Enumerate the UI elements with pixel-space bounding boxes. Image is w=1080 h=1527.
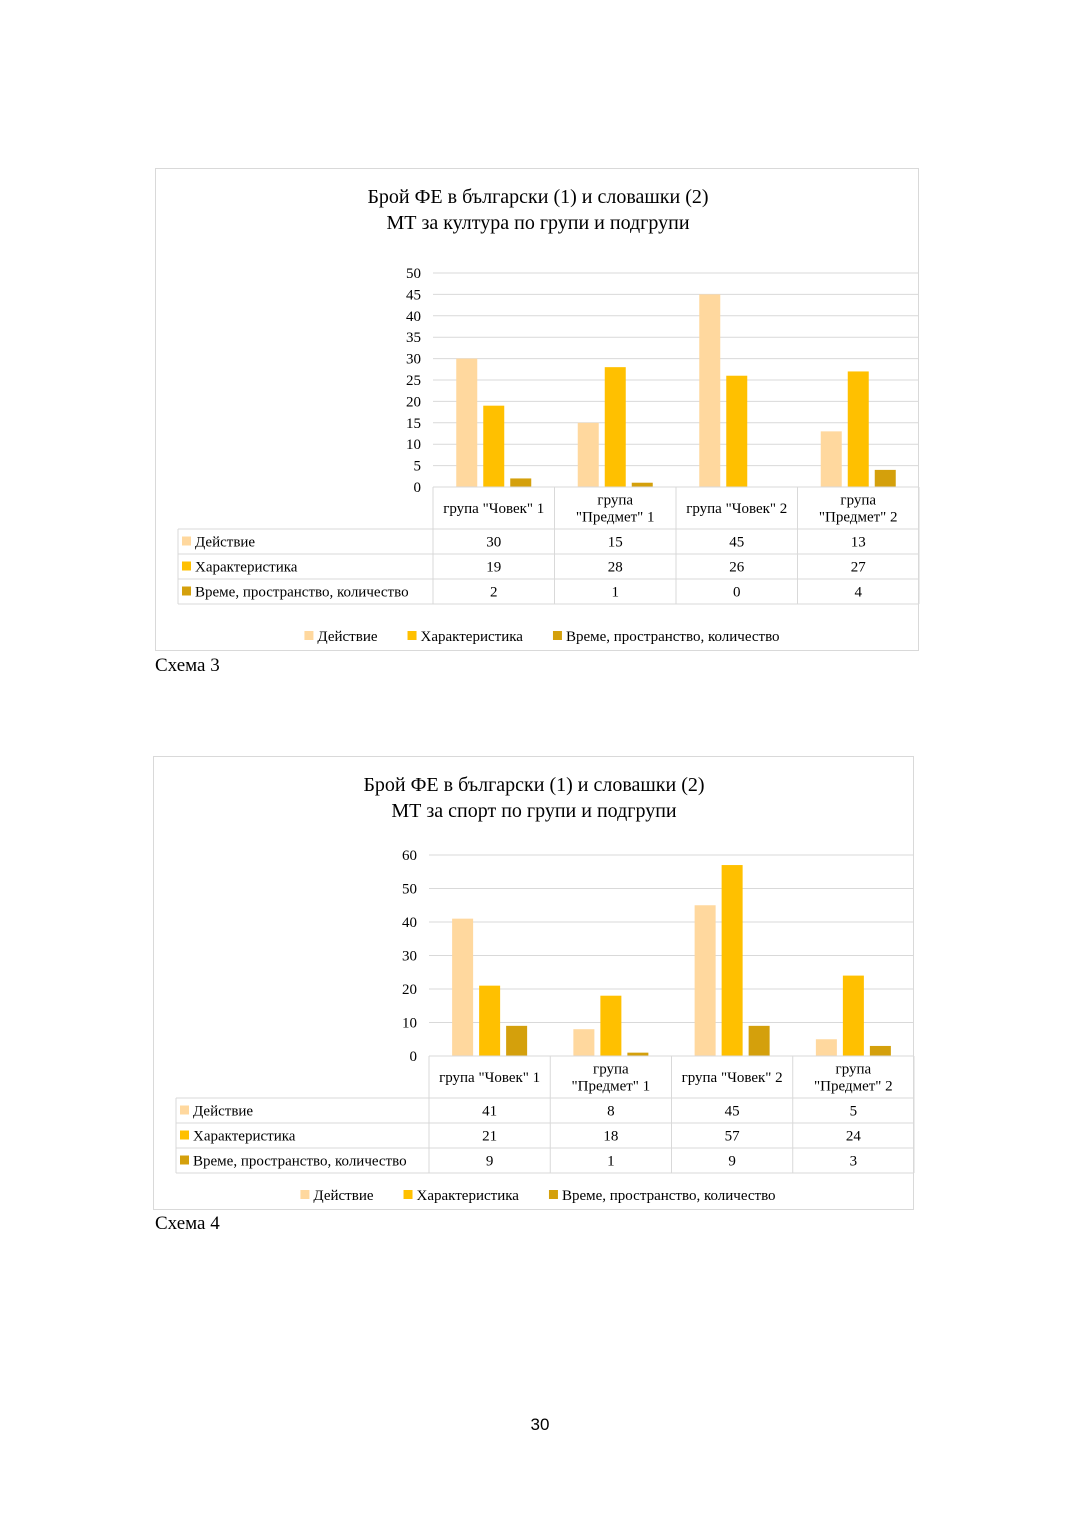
x-category-label: група "Човек" 2: [686, 501, 788, 517]
chart-title-line: Брой ФЕ в български (1) и словашки (2): [367, 186, 709, 208]
x-category-label: "Предмет" 2: [818, 509, 898, 526]
y-tick-label: 20: [406, 394, 421, 411]
y-tick-label: 0: [413, 480, 421, 496]
table-value: 8: [607, 1103, 615, 1120]
table-value: 9: [728, 1153, 736, 1170]
chart-title-line: Брой ФЕ в български (1) и словашки (2): [363, 774, 705, 796]
legend-key: [304, 631, 313, 640]
table-value: 24: [845, 1128, 861, 1145]
table-legend-key: [182, 537, 191, 546]
bar: [573, 1029, 594, 1056]
legend-label: Характеристика: [416, 1188, 519, 1204]
table-legend-key: [180, 1156, 189, 1165]
table-legend-key: [180, 1106, 189, 1115]
legend-label: Характеристика: [420, 629, 523, 645]
table-value: 30: [486, 534, 502, 551]
chart-title-line: МТ за спорт по групи и подгрупи: [391, 800, 677, 822]
bar: [722, 865, 743, 1056]
y-tick-label: 25: [406, 373, 421, 389]
bar: [848, 371, 869, 487]
y-tick-label: 40: [402, 915, 417, 931]
table-value: 1: [611, 584, 619, 601]
table-value: 1: [607, 1153, 615, 1170]
y-tick-label: 10: [402, 1015, 417, 1032]
x-category-label: група: [835, 1061, 872, 1078]
x-category-label: група "Човек" 2: [681, 1070, 783, 1086]
x-category-label: "Предмет" 1: [571, 1078, 651, 1095]
table-value: 18: [603, 1128, 619, 1145]
y-tick-label: 35: [406, 330, 421, 347]
y-tick-label: 30: [402, 948, 417, 965]
bar: [510, 478, 531, 487]
bar: [456, 359, 477, 487]
x-category-label: група: [840, 492, 877, 509]
bar: [749, 1026, 770, 1056]
bar: [699, 294, 720, 487]
table-value: 0: [733, 584, 741, 601]
table-value: 2: [490, 584, 498, 601]
x-category-label: група "Човек" 1: [439, 1070, 541, 1086]
table-series-name: Действие: [195, 534, 256, 551]
legend-label: Време, пространство, количество: [561, 1188, 776, 1204]
table-legend-key: [182, 587, 191, 596]
chart-sport: [153, 756, 914, 1210]
chart-title-line: МТ за култура по групи и подгрупи: [386, 212, 690, 234]
x-category-label: "Предмет" 1: [575, 509, 655, 526]
table-value: 5: [849, 1103, 858, 1120]
x-category-label: "Предмет" 2: [814, 1078, 893, 1095]
y-tick-label: 50: [406, 266, 421, 282]
caption-scheme-3: Схема 3: [155, 655, 220, 676]
y-tick-label: 15: [406, 415, 421, 432]
legend-key: [408, 631, 417, 640]
table-value: 4: [854, 584, 862, 601]
chart-culture: [155, 168, 919, 651]
chart-svg: [156, 169, 920, 652]
bar: [821, 431, 842, 487]
table-value: 19: [486, 559, 502, 576]
table-series-name: Време, пространство, количество: [195, 584, 409, 601]
table-value: 26: [729, 559, 745, 576]
table-value: 9: [485, 1153, 494, 1170]
chart-svg: [154, 757, 915, 1211]
table-value: 3: [849, 1153, 858, 1170]
table-value: 21: [482, 1128, 498, 1145]
bar: [452, 919, 473, 1056]
y-tick-label: 20: [402, 982, 417, 998]
bar: [479, 986, 500, 1056]
y-tick-label: 30: [406, 351, 421, 368]
bar: [726, 376, 747, 487]
x-category-label: група "Човек" 1: [443, 501, 545, 517]
legend-label: Действие: [317, 629, 378, 645]
x-category-label: група: [593, 1061, 629, 1078]
bar: [605, 367, 626, 487]
y-tick-label: 10: [406, 437, 421, 454]
legend-label: Действие: [313, 1188, 374, 1204]
legend-label: Време, пространство, количество: [565, 629, 780, 645]
bar: [506, 1026, 527, 1056]
bar: [695, 905, 716, 1056]
bar: [627, 1053, 648, 1056]
y-tick-label: 5: [413, 458, 421, 475]
bar: [578, 423, 599, 487]
bar: [843, 976, 864, 1056]
bar: [816, 1039, 837, 1056]
table-value: 41: [482, 1103, 498, 1120]
page-number: 30: [530, 1415, 550, 1434]
bar: [483, 406, 504, 487]
legend-key: [549, 1190, 558, 1199]
legend-key: [404, 1190, 413, 1199]
legend-key: [553, 631, 562, 640]
table-series-name: Време, пространство, количество: [193, 1153, 407, 1170]
y-tick-label: 50: [402, 881, 417, 898]
table-value: 27: [850, 559, 866, 576]
bar: [870, 1046, 891, 1056]
bar: [875, 470, 896, 487]
table-value: 13: [850, 534, 866, 551]
table-series-name: Характеристика: [193, 1128, 296, 1145]
table-legend-key: [180, 1131, 189, 1140]
legend-key: [300, 1190, 309, 1199]
table-value: 28: [607, 559, 623, 576]
y-tick-label: 40: [406, 308, 421, 325]
table-series-name: Действие: [193, 1103, 254, 1120]
y-tick-label: 60: [402, 848, 417, 864]
table-series-name: Характеристика: [195, 559, 298, 576]
table-value: 45: [729, 534, 745, 551]
bar: [632, 483, 653, 487]
caption-scheme-4: Схема 4: [155, 1213, 220, 1234]
table-value: 45: [724, 1103, 740, 1120]
table-legend-key: [182, 562, 191, 571]
x-category-label: група: [597, 492, 634, 509]
table-value: 15: [607, 534, 623, 551]
y-tick-label: 0: [409, 1049, 417, 1065]
table-value: 57: [724, 1128, 740, 1145]
y-tick-label: 45: [406, 287, 421, 304]
bar: [600, 996, 621, 1056]
